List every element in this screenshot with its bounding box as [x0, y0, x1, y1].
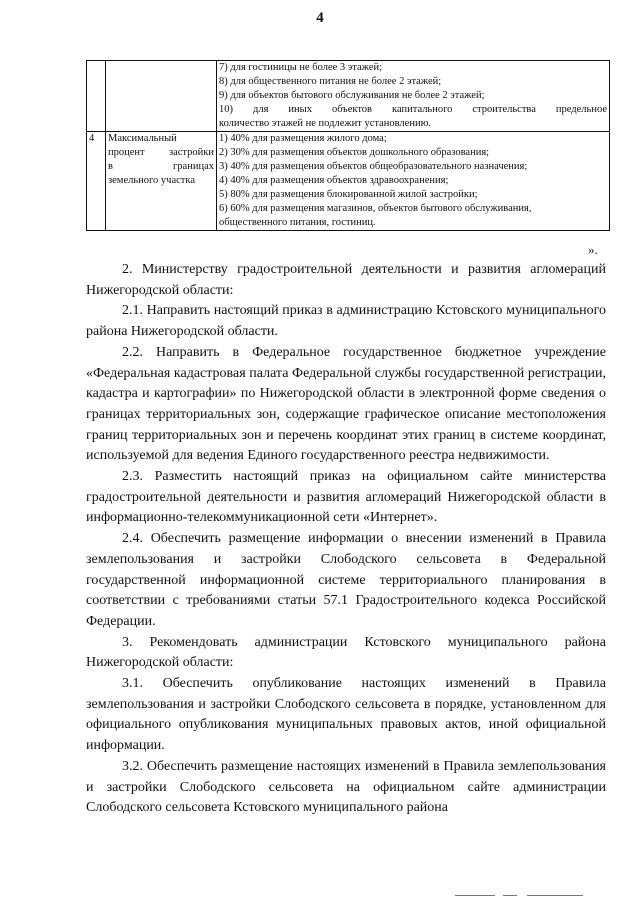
list-item: 2) 30% для размещения объектов дошкольного образования;: [219, 147, 490, 158]
list-item: 9) для объектов бытового обслуживания не более 2 этажей;: [219, 90, 485, 101]
table-cell-values: [217, 61, 610, 132]
scan-mark: [503, 895, 517, 896]
list-item: 10) для иных объектов капитального строительства предельное: [219, 104, 607, 115]
paragraph-3-1: 3.1. Обеспечить опубликование настоящих изменений в Правила землепользования и застройки Слободского сельсовета в порядке, установленном для официального опубликования муниципальных правовых актов, иной официальной информации.: [86, 676, 606, 754]
table-cell-number: [87, 61, 106, 132]
parameter-name-line: процент застройки: [108, 147, 214, 158]
list-item: 7) для гостиницы не более 3 этажей;: [219, 62, 382, 73]
list-item: 6) 60% для размещения магазинов, объектов бытового обслуживания,: [219, 203, 532, 214]
zoning-parameters-table: [86, 60, 610, 231]
paragraph-2: 2. Министерству градостроительной деятельности и развития агломераций Нижегородской области:: [86, 262, 606, 298]
list-item: количество этажей не подлежит установлению.: [219, 118, 432, 129]
table-row: [87, 132, 610, 231]
table-cell-parameter-name: [106, 132, 217, 231]
scan-footer-marks: [455, 892, 585, 900]
table-row: [87, 61, 610, 132]
page-number: 4: [316, 10, 324, 26]
paragraph-2-3: 2.3. Разместить настоящий приказ на официальном сайте министерства градостроительной деятельности и развития агломераций Нижегородской области в информационно-телекоммуникационной сети «Интернет».: [86, 469, 606, 526]
paragraph-2-2: 2.2. Направить в Федеральное государственное бюджетное учреждение «Федеральная кадастровая палата Федеральной службы государственной регистрации, кадастра и картографии» по Нижегородской области в электронной форме сведения о границах территориальных зон, содержащие графическое описание местоположения границ территориальных зон и перечень координат этих границ в системе координат, используемой для ведения Единого государственного реестра недвижимости.: [86, 344, 606, 464]
parameter-name-line: земельного участка: [108, 175, 195, 186]
list-item: 1) 40% для размещения жилого дома;: [219, 133, 387, 144]
document-body: [86, 260, 606, 819]
list-item: 4) 40% для размещения объектов здравоохранения;: [219, 175, 449, 186]
closing-quote: ».: [588, 242, 598, 257]
scan-mark: [455, 895, 495, 896]
paragraph-2-4: 2.4. Обеспечить размещение информации о внесении изменений в Правила землепользования и застройки Слободского сельсовета в Федеральной государственной информационной системе территориального планирования в соответствии с требованиями статьи 57.1 Градостроительного кодекса Российской Федерации.: [86, 531, 606, 629]
list-item: 3) 40% для размещения объектов общеобразовательного назначения;: [219, 161, 528, 172]
parameter-name-line: в границах: [108, 161, 214, 172]
parameter-name-line: Максимальный: [108, 133, 177, 144]
paragraph-2-1: 2.1. Направить настоящий приказ в администрацию Кстовского муниципального района Нижегородской области.: [86, 303, 606, 340]
scan-mark: [527, 895, 583, 896]
table-cell-parameter-name: [106, 61, 217, 132]
paragraph-3-2: 3.2. Обеспечить размещение настоящих изменений в Правила землепользования и застройки Слободского сельсовета на официальном сайте администрации Слободского сельсовета Кстовского муниципального района: [86, 758, 606, 816]
list-item: 5) 80% для размещения блокированной жилой застройки;: [219, 189, 478, 200]
table-cell-number: 4: [87, 132, 106, 231]
paragraph-3: 3. Рекомендовать администрации Кстовского муниципального района Нижегородской области:: [86, 634, 606, 671]
list-item: общественного питания, гостиниц.: [219, 217, 376, 228]
table-cell-values: [217, 132, 610, 231]
list-item: 8) для общественного питания не более 2 этажей;: [219, 76, 442, 87]
